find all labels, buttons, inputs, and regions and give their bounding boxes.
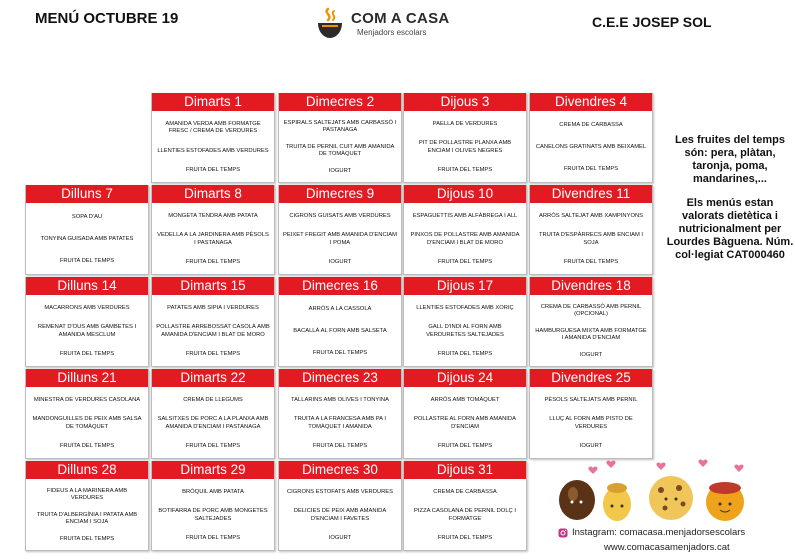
dish-item: FRUITA DEL TEMPS [185, 350, 241, 357]
day-menu [156, 299, 270, 364]
dish-item: MINESTRA DE VERDURES CASOLANA [33, 397, 141, 404]
dish-item: PAELLA DE VERDURES [432, 121, 498, 128]
day-title: Dilluns 14 [26, 277, 148, 295]
dish-item: FRUITA DEL TEMPS [563, 165, 619, 172]
valuation-note: Els menús estan valorats dietètica i nutricionalment per Lourdes Bàguena. Núm. col·legiat CAT000460 [666, 197, 794, 261]
day-title: Dimecres 30 [279, 461, 401, 479]
instagram-line[interactable] [558, 527, 745, 538]
day-title: Divendres 4 [530, 93, 652, 111]
day-menu [283, 299, 397, 364]
dish-item: TRUITA D'ALBERGÍNIA I PATATA AMB ENCIAM I SOJA [36, 511, 138, 526]
day-menu [534, 299, 648, 364]
dish-item: IOGURT [328, 167, 352, 174]
day-menu [408, 299, 522, 364]
dish-item: MANDONGUILLES DE PEIX AMB SALSA DE TOMÀQUET [32, 416, 142, 430]
day-menu [30, 483, 144, 548]
dish-item: AMANIDA VERDA AMB FORMATGE FRESC / CREMA DE VERDURES [165, 121, 261, 135]
day-title: Dimecres 2 [279, 93, 401, 111]
dish-item: IOGURT [579, 351, 603, 358]
food-illustration [553, 458, 763, 528]
dish-item: FRUITA DEL TEMPS [563, 258, 619, 265]
day-menu [283, 483, 397, 548]
day-card [529, 369, 653, 459]
dish-item: CANELONS GRATINATS AMB BEIXAMEL [535, 143, 647, 150]
day-title: Dilluns 28 [26, 461, 148, 479]
dish-item: HAMBURGUESA MIXTA AMB FORMATGE I AMANIDA D'ENCIAM [535, 327, 647, 342]
day-menu [30, 391, 144, 456]
dish-item: LLENTIES ESTOFADES AMB VERDURES [157, 147, 269, 154]
day-menu [156, 207, 270, 272]
menu-title: MENÚ OCTUBRE 19 [35, 10, 179, 27]
day-title: Dimecres 23 [279, 369, 401, 387]
dish-item: FRUITA DEL TEMPS [59, 535, 115, 542]
day-card [403, 277, 527, 367]
dish-item: FRUITA DEL TEMPS [59, 350, 115, 357]
day-title: Dilluns 7 [26, 185, 148, 203]
dish-item: PINXOS DE POLLASTRE AMB AMANIDA D'ENCIAM I BLAT DE MORO [410, 232, 520, 246]
dish-item: ARRÒS SALTEJAT AMB XAMPINYONS [538, 213, 644, 220]
dish-item: CREMA DE CARBASSÓ AMB PERNIL (OPCIONAL) [540, 303, 642, 318]
dish-item: POLLASTRE AL FORN AMB AMANIDA D'ENCIAM [414, 416, 516, 430]
dish-item: FRUITA DEL TEMPS [437, 442, 493, 449]
dish-item: VEDELLA A LA JARDINERA AMB PÈSOLS I PASTANAGA [157, 232, 269, 246]
day-menu [283, 207, 397, 272]
dish-item: FRUITA DEL TEMPS [185, 166, 241, 173]
dish-item: CREMA DE CARBASSA [433, 489, 497, 496]
day-card [278, 369, 402, 459]
dish-item: BOTIFARRA DE PORC AMB MONGETES SALTEJADES [158, 508, 268, 522]
dish-item: IOGURT [328, 258, 352, 265]
info-panel [666, 134, 794, 273]
day-title: Dimecres 9 [279, 185, 401, 203]
day-menu [408, 207, 522, 272]
dish-item: TRUITA D'ESPÀRRECS AMB ENCIAM I SOJA [538, 232, 644, 246]
day-card [151, 277, 275, 367]
dish-item: FRUITA DEL TEMPS [185, 534, 241, 541]
day-card [151, 461, 275, 551]
day-card [278, 461, 402, 551]
day-menu [408, 115, 522, 180]
day-menu [534, 207, 648, 272]
day-menu [534, 115, 648, 180]
day-menu [408, 483, 522, 548]
website-link[interactable]: www.comacasamenjadors.cat [604, 542, 730, 553]
dish-item: LLUÇ AL FORN AMB PISTO DE VERDURES [549, 416, 633, 430]
day-title: Dijous 10 [404, 185, 526, 203]
day-card [151, 185, 275, 275]
day-title: Dimarts 1 [152, 93, 274, 111]
dish-item: BACALLÀ AL FORN AMB SALSETA [293, 327, 387, 334]
dish-item: FRUITA DEL TEMPS [312, 442, 368, 449]
dish-item: FRUITA DEL TEMPS [437, 534, 493, 541]
dish-item: CREMA DE CARBASSA [559, 122, 623, 129]
day-title: Dimarts 8 [152, 185, 274, 203]
dish-item: REMENAT D'OUS AMB GAMBETES I AMANIDA MESCLUM [37, 324, 137, 338]
instagram-icon [558, 528, 568, 538]
dish-item: MONGETA TENDRA AMB PATATA [168, 213, 258, 220]
day-card [25, 369, 149, 459]
dish-item: FRUITA DEL TEMPS [437, 258, 493, 265]
day-title: Dijous 17 [404, 277, 526, 295]
day-title: Divendres 18 [530, 277, 652, 295]
dish-item: BRÒQUIL AMB PATATA [182, 489, 244, 496]
day-menu [156, 483, 270, 548]
day-menu [408, 391, 522, 456]
day-card [25, 185, 149, 275]
dish-item: SALSITXES DE PORC A LA PLANXA AMB AMANIDA D'ENCIAM I PASTANAGA [157, 416, 269, 430]
day-menu [30, 207, 144, 272]
day-title: Dimarts 15 [152, 277, 274, 295]
dish-item: SOPA D'AU [71, 214, 103, 221]
bowl-icon [315, 7, 345, 41]
day-card [278, 277, 402, 367]
day-card [151, 369, 275, 459]
day-title: Dijous 24 [404, 369, 526, 387]
dish-item: GALL D'INDI AL FORN AMB VERDURETES SALTEJADES [426, 324, 504, 338]
day-title: Dilluns 21 [26, 369, 148, 387]
day-menu [283, 115, 397, 180]
dish-item: FRUITA DEL TEMPS [312, 349, 368, 356]
company-logo [315, 7, 455, 45]
dish-item: TALLARINS AMB OLIVES I TONYINA [291, 397, 389, 404]
dish-item: PÈSOLS SALTEJATS AMB PERNIL [544, 397, 638, 404]
dish-item: PIT DE POLLASTRE PLANXA AMB ENCIAM I OLIVES NEGRES [418, 140, 512, 154]
day-card [403, 369, 527, 459]
day-title: Dimarts 22 [152, 369, 274, 387]
dish-item: CIGRONS GUISATS AMB VERDURES [289, 213, 391, 220]
dish-item: FRUITA DEL TEMPS [437, 350, 493, 357]
day-title: Divendres 11 [530, 185, 652, 203]
dish-item: POLLASTRE ARREBOSSAT CASOLÀ AMB AMANIDA D'ENCIAM I BLAT DE MORO [156, 324, 270, 338]
day-title: Dijous 31 [404, 461, 526, 479]
day-card [529, 185, 653, 275]
dish-item: ESPIRALS SALTEJATS AMB CARBASSÓ I PASTANAGA [283, 119, 397, 134]
dish-item: FRUITA DEL TEMPS [185, 258, 241, 265]
dish-item: TONYINA GUISADA AMB PATATES [40, 235, 134, 242]
logo-name: COM A CASA [351, 10, 450, 27]
fruit-note: Les fruites del temps són: pera, plàtan, taronja, poma, mandarines,... [674, 134, 786, 185]
dish-item: ESPAGUETTIS AMB ALFÀBREGA I ALL [412, 213, 518, 220]
dish-item: DELICIES DE PEIX AMB AMANIDA D'ENCIAM I FAVETES [293, 508, 387, 522]
day-title: Dimarts 29 [152, 461, 274, 479]
day-card [529, 277, 653, 367]
dish-item: CREMA DE LLEGUMS [183, 397, 243, 404]
dish-item: PEIXET FREGIT AMB AMANIDA D'ENCIAM I POMA [283, 232, 397, 246]
dish-item: IOGURT [328, 534, 352, 541]
dish-item: FIDEUS A LA MARINERA AMB VERDURES [46, 487, 128, 502]
day-menu [534, 391, 648, 456]
day-menu [156, 115, 270, 180]
dish-item: PATATES AMB SIPIA I VERDURES [167, 305, 259, 312]
day-menu [156, 391, 270, 456]
dish-item: TRUITA A LA FRANCESA AMB PA I TOMÀQUET I AMANIDA [294, 416, 386, 430]
day-menu [283, 391, 397, 456]
logo-subtitle: Menjadors escolars [357, 28, 427, 37]
dish-item: IOGURT [579, 442, 603, 449]
dish-item: ARRÒS AMB TOMÀQUET [430, 397, 500, 404]
day-card [403, 185, 527, 275]
day-title: Divendres 25 [530, 369, 652, 387]
dish-item: FRUITA DEL TEMPS [59, 257, 115, 264]
dish-item: FRUITA DEL TEMPS [185, 442, 241, 449]
day-title: Dimecres 16 [279, 277, 401, 295]
dish-item: FRUITA DEL TEMPS [59, 442, 115, 449]
dish-item: FRUITA DEL TEMPS [437, 166, 493, 173]
dish-item: CIGRONS ESTOFATS AMB VERDURES [286, 489, 394, 496]
day-card [403, 93, 527, 183]
dish-item: LLENTIES ESTOFADES AMB XORIÇ [416, 305, 514, 312]
day-card [529, 93, 653, 183]
day-title: Dijous 3 [404, 93, 526, 111]
day-card [25, 277, 149, 367]
dish-item: MACARRONS AMB VERDURES [44, 305, 130, 312]
day-card [278, 185, 402, 275]
day-card [25, 461, 149, 551]
school-name: C.E.E JOSEP SOL [592, 14, 712, 30]
day-card [278, 93, 402, 183]
day-card [151, 93, 275, 183]
day-menu [30, 299, 144, 364]
dish-item: ARRÒS A LA CASSOLA [308, 306, 372, 313]
day-card [403, 461, 527, 551]
dish-item: TRUITA DE PERNIL CUIT AMB AMANIDA DE TOMÀQUET [285, 143, 395, 158]
dish-item: PIZZA CASOLANA DE PERNIL DOLÇ I FORMATGE [414, 508, 516, 522]
instagram-handle: Instagram: comacasa.menjadorsescolars [572, 527, 746, 538]
